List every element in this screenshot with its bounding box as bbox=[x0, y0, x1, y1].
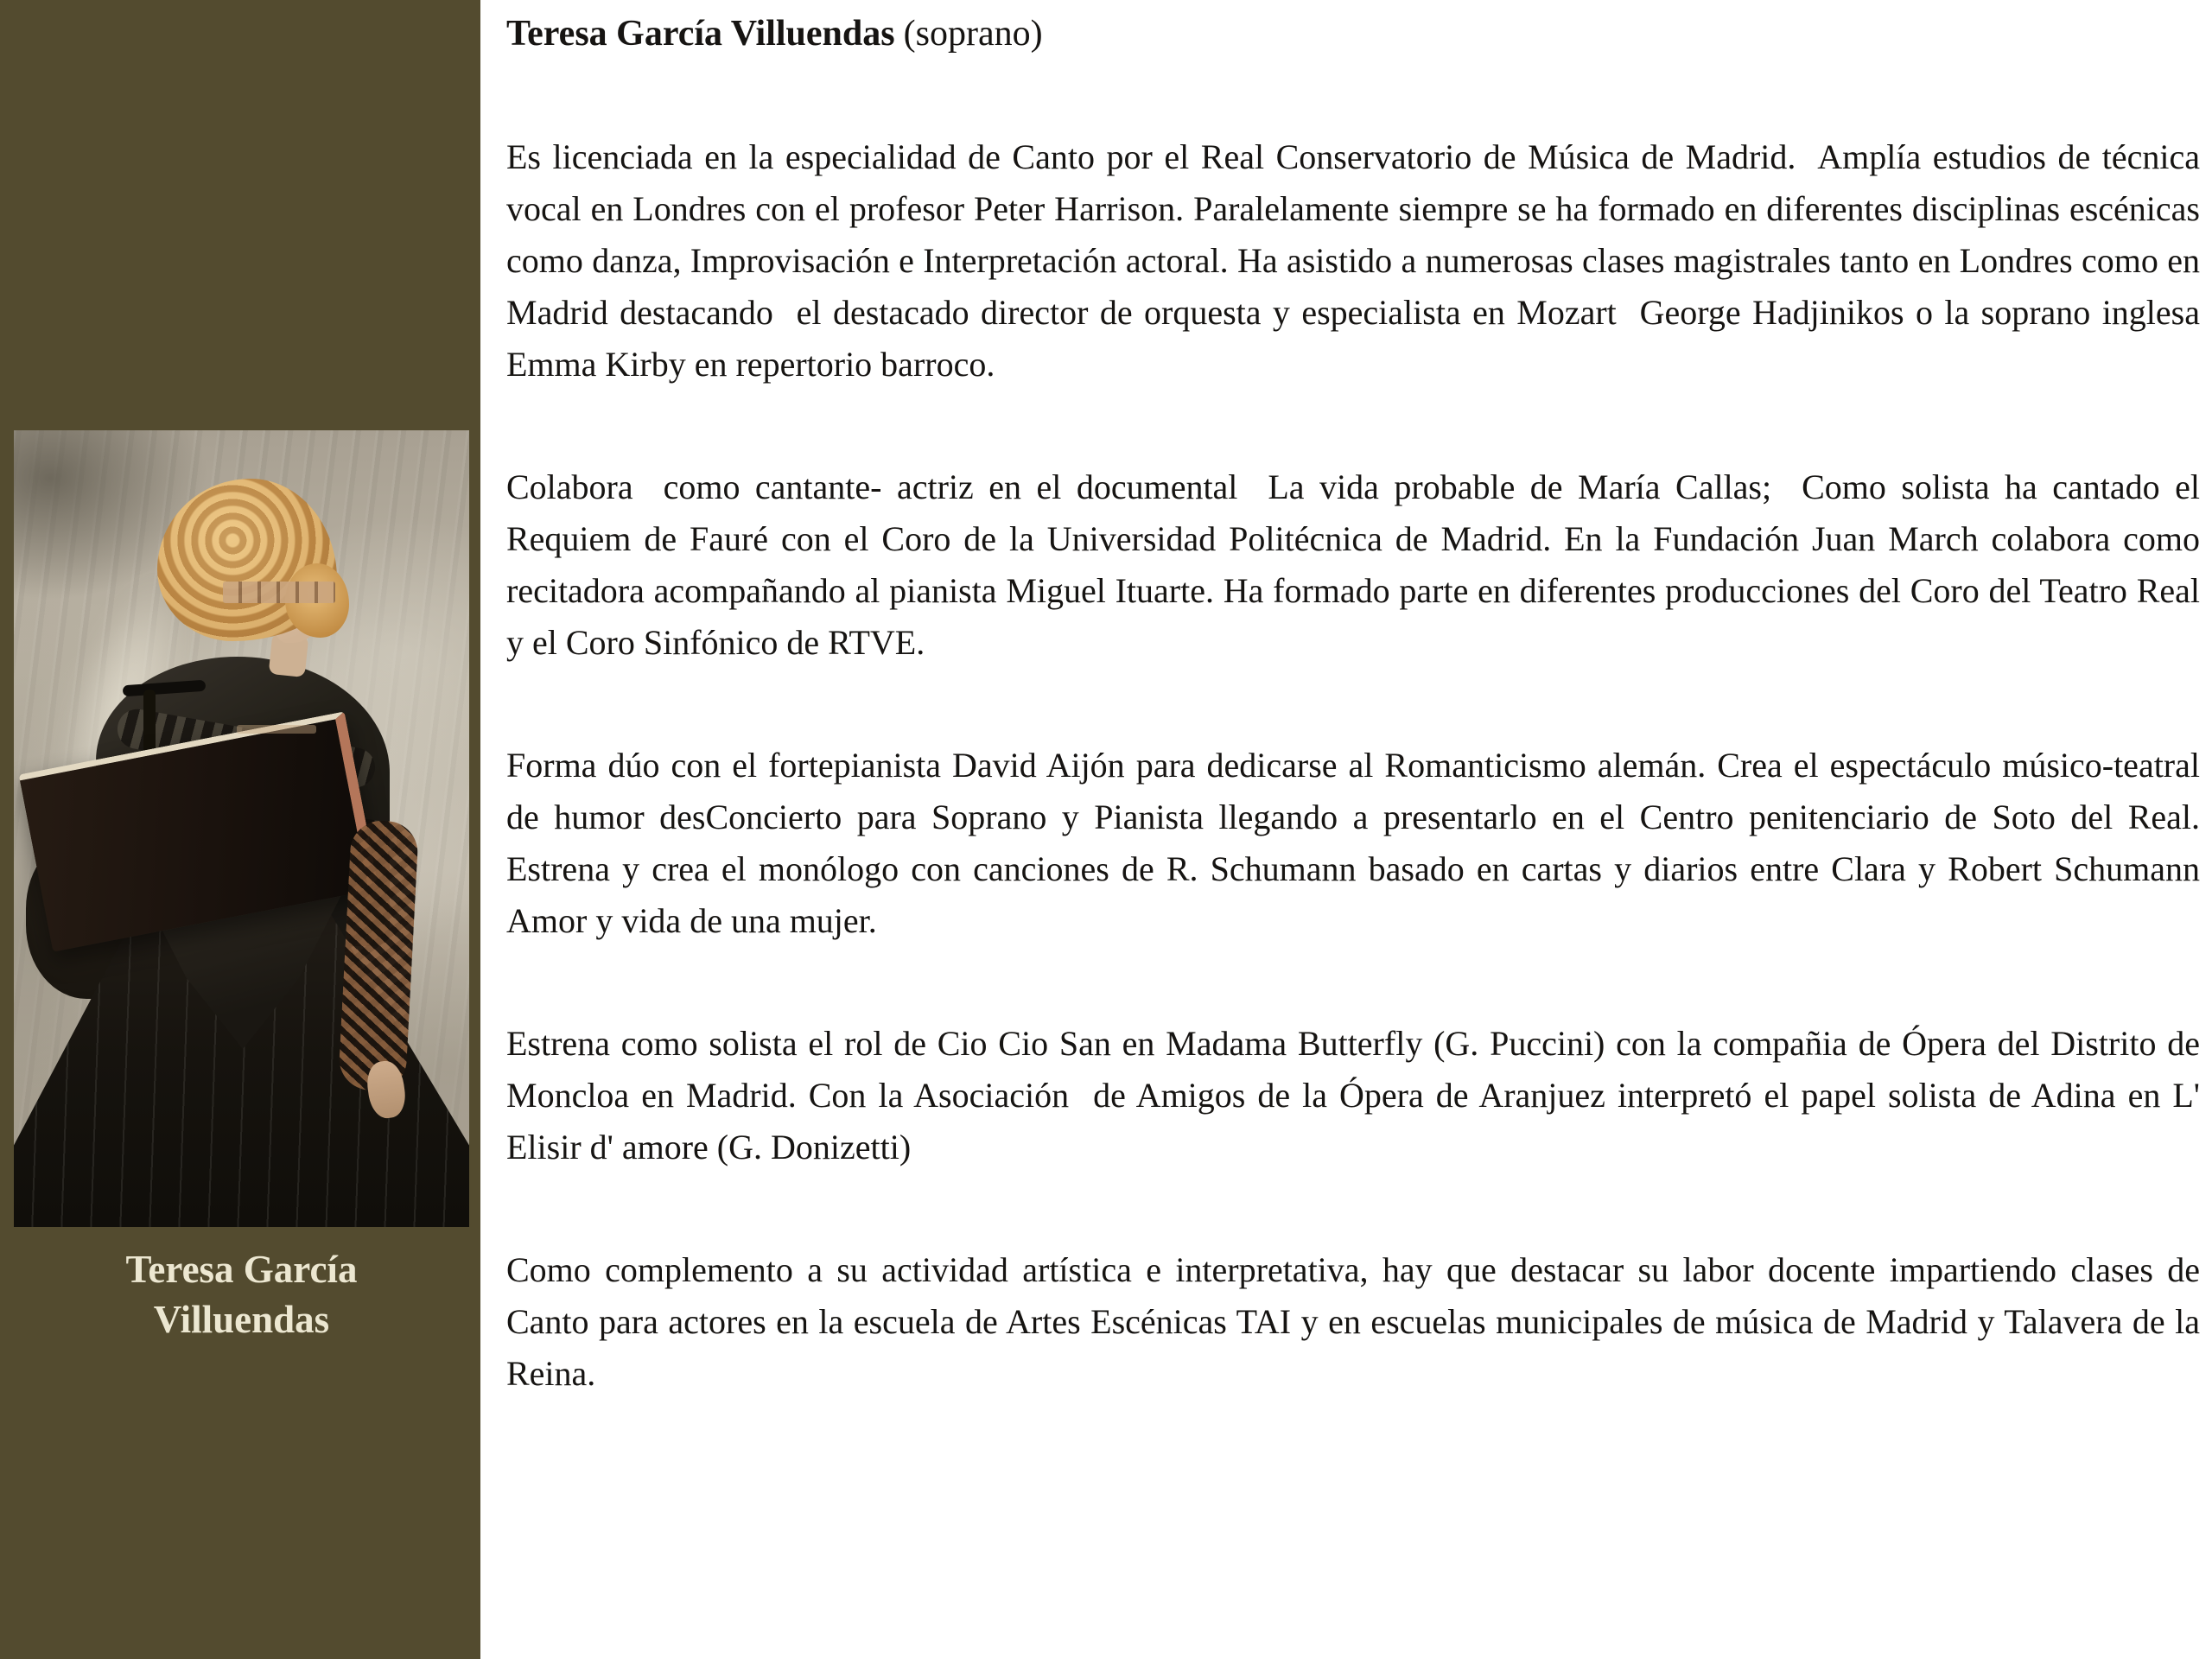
photo-book-label bbox=[223, 582, 335, 603]
portrait-photo bbox=[14, 430, 469, 1227]
sidebar bbox=[0, 0, 480, 1659]
bio-paragraph-1: Es licenciada en la especialidad de Canto por el Real Conservatorio de Música de Madrid. Amplía estudios de técnica vocal en Londres con el profesor Peter Harrison. Paralelamente siempre se ha formado en diferentes disciplinas escénicas como danza, Improvisación e Interpretación actoral. Ha asistido a numerosas clases magistrales tanto en Londres como en Madrid destacando el destacado director de orquesta y especialista en Mozart George Hadjinikos o la soprano inglesa Emma Kirby en repertorio barroco. bbox=[506, 137, 2209, 384]
bio-paragraph-4: Estrena como solista el rol de Cio Cio San en Madama Butterfly (G. Puccini) con la compañia de Ópera del Distrito de Moncloa en Madrid. Con la Asociación de Amigos de la Ópera de Aranjuez interpretó el papel solista de Adina en L' Elisir d' amore (G. Donizetti) bbox=[506, 1024, 2209, 1166]
caption-line-2: Villuendas bbox=[153, 1298, 330, 1341]
photo-book-label bbox=[237, 725, 316, 734]
artist-name: Teresa García Villuendas bbox=[506, 14, 895, 54]
caption-line-1: Teresa García bbox=[125, 1248, 358, 1291]
photo-caption bbox=[14, 1244, 469, 1344]
artist-role: (soprano) bbox=[903, 14, 1043, 54]
bio-paragraph-5: Como complemento a su actividad artística e interpretativa, hay que destacar su labor docente impartiendo clases de Canto para actores en la escuela de Artes Escénicas TAI y en escuelas municipales de música de Madrid y Talavera de la Reina. bbox=[506, 1250, 2209, 1393]
photo-curly-hair bbox=[157, 479, 337, 641]
page-title bbox=[506, 7, 2200, 60]
bio-paragraph-3: Forma dúo con el fortepianista David Aijón para dedicarse al Romanticismo alemán. Crea el espectáculo músico-teatral de humor desConcierto para Soprano y Pianista llegando a presentarlo en el Centro penitenciario de Soto del Real. Estrena y crea el monólogo con canciones de R. Schumann basado en cartas y diarios entre Clara y Robert Schumann Amor y vida de una mujer. bbox=[506, 746, 2209, 940]
photo-lace-sleeve bbox=[338, 819, 419, 1092]
bio-content bbox=[506, 0, 2209, 1400]
bio-paragraph-2: Colabora como cantante- actriz en el documental La vida probable de María Callas; Como solista ha cantado el Requiem de Fauré con el Coro de la Universidad Politécnica de Madrid. En la Fundación Juan March colabora como recitadora acompañando al pianista Miguel Ituarte. Ha formado parte en diferentes producciones del Coro del Teatro Real y el Coro Sinfónico de RTVE. bbox=[506, 467, 2209, 662]
